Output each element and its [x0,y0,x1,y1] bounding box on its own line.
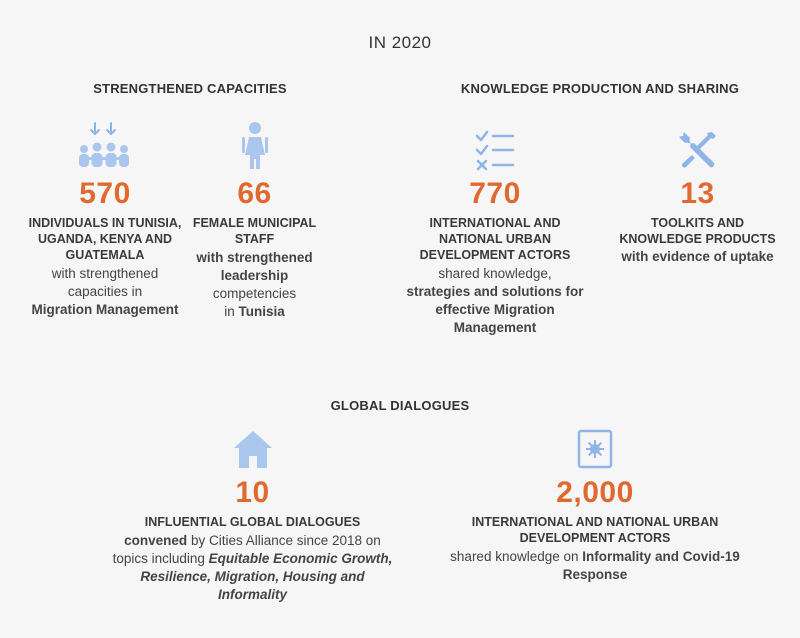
stat-female-staff [172,120,337,321]
virus-screen-icon [576,428,614,470]
stat-caption: FEMALE MUNICIPAL STAFF [192,216,317,246]
stat-development-actors [400,128,590,337]
stat-caption: INTERNATIONAL AND NATIONAL URBAN DEVELOPMENT ACTORS [471,515,719,545]
stat-caption: INFLUENTIAL GLOBAL DIALOGUES [144,515,361,529]
stat-number: 13 [680,177,715,210]
stat-caption: INDIVIDUALS IN TUNISIA, UGANDA, KENYA AND GUATEMALA [28,216,182,262]
stat-number: 770 [469,177,521,210]
section-global-dialogues: GLOBAL DIALOGUES [330,398,470,413]
house-icon [233,428,273,470]
stat-global-dialogues [110,428,395,604]
woman-icon [235,120,275,172]
stat-individuals-strengthened [25,120,185,319]
checklist-icon [473,128,517,172]
stat-caption: TOOLKITS AND KNOWLEDGE PRODUCTS [619,216,776,246]
section-strengthened-capacities: STRENGTHENED CAPACITIES [93,81,287,96]
stat-description: with strengthened leadership competencies in Tunisia [196,250,313,319]
stat-caption: INTERNATIONAL AND NATIONAL URBAN DEVELOPMENT ACTORS [419,216,571,262]
tools-icon [676,128,720,172]
stat-description: with evidence of uptake [621,249,774,264]
stat-description: convened by Cities Alliance since 2018 on topics including Equitable Economic Growth, Resilience, Migration, Housing and Informality [112,533,393,602]
stat-description: shared knowledge, strategies and solutions for effective Migration Management [406,266,584,335]
stat-toolkits [610,128,785,266]
section-knowledge-sharing: KNOWLEDGE PRODUCTION AND SHARING [460,81,740,96]
stat-number: 570 [79,177,131,210]
stat-description: shared knowledge on Informality and Covid-19 Response [450,549,740,582]
stat-covid-actors [445,428,745,584]
page-title: IN 2020 [368,33,432,52]
people-group-icon [73,120,137,172]
stat-number: 66 [237,177,272,210]
stat-description: with strengthened capacities in Migration Management [31,266,179,317]
stat-number: 10 [235,476,270,509]
stat-number: 2,000 [556,476,634,509]
